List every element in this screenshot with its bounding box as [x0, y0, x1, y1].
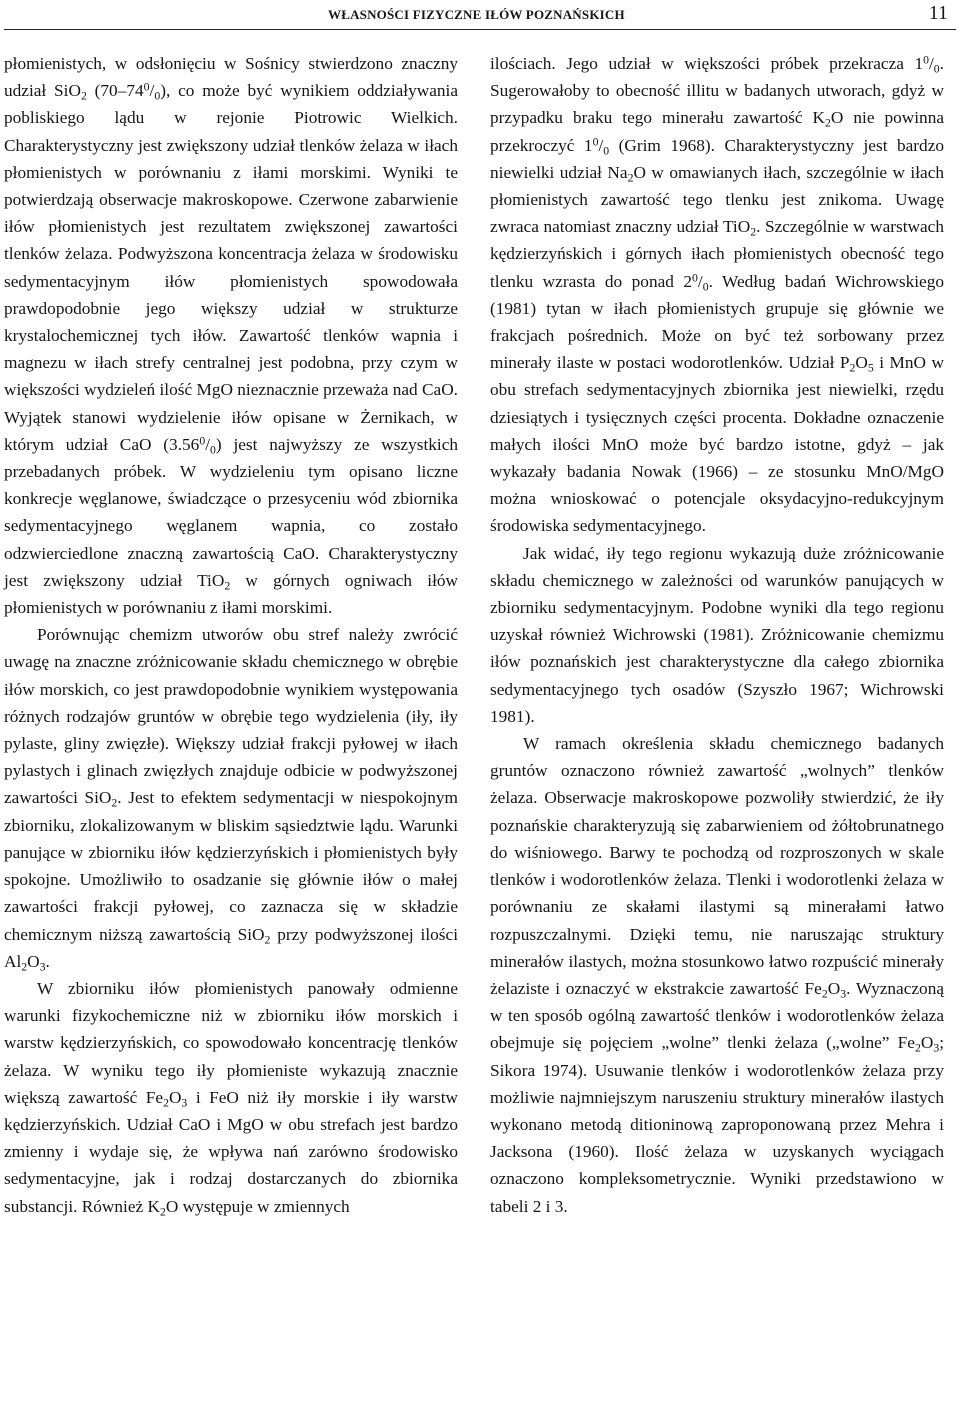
running-title: WŁASNOŚCI FIZYCZNE IŁÓW POZNAŃSKICH: [328, 7, 625, 22]
paragraph: Porównując chemizm utworów obu stref należy zwrócić uwagę na znaczne zróżnicowanie składu chemicznego w obrębie iłów morskich, co jest prawdopodobnie wynikiem występowania różnych rodzajów gruntów w obrębie tego wydzielenia (iły, iły pylaste, gliny zwięzłe). Większy udział frakcji pyłowej w iłach pylastych i glinach zwięzłych znajduje odbicie w podwyższonej zawartości SiO$_2$. Jest to efektem sedymentacji w niespokojnym zbiorniku, zlokalizowanym w bliskim sąsiedztwie lądu. Warunki panujące w zbiorniku iłów kędzierzyńskich i płomienistych były spokojne. Umożliwiło to osadzanie się głównie iłów o małej zawartości frakcji pyłowej, co zaznacza się w składzie chemicznym niższą zawartością SiO$_2$ przy podwyższonej ilości $Al_2O_3$.: [4, 625, 458, 973]
page-number: 11: [928, 2, 948, 24]
running-header: [0, 0, 960, 30]
left-column: [4, 50, 458, 1220]
right-column: [490, 50, 944, 1220]
header-rule: [4, 29, 956, 30]
paragraph: W ramach określenia składu chemicznego badanych gruntów oznaczono również zawartość „wolnych” tlenków żelaza. Obserwacje makroskopowe pozwoliły stwierdzić, że iły poznańskie charakteryzują się zabarwieniem od żółtobrunatnego do wiśniowego. Barwy te pochodzą od rozproszonych w skale tlenków i wodorotlenków żelaza. Tlenki i wodorotlenki żelaza w porównaniu ze skałami ilastymi są minerałami łatwo rozpuszczalnymi. Dzięki temu, nie naruszając struktury minerałów ilastych, można stosunkowo łatwo rozpuścić minerały żelaziste i oznaczyć w ekstrakcie zawartość $Fe_2O_3$. Wyznaczoną w ten sposób ogólną zawartość tlenków i wodorotlenków żelaza obejmuje się pojęciem „wolne” tlenki żelaza („wolne” $Fe_2O_3$; Sikora 1974). Usuwanie tlenków i wodorotlenków żelaza przy możliwie najmniejszym naruszeniu struktury minerałów ilastych wykonano metodą ditioninową zaproponowaną przez Mehra i Jacksona (1960). Ilość żelaza w uzyskanych wyciągach oznaczono kompleksometrycznie. Wyniki przedstawiono w tabeli 2 i 3.: [490, 734, 945, 1216]
paragraph: ilościach. Jego udział w większości próbek przekracza $1^0/_0$. Sugerowałoby to obecność illitu w badanych utworach, gdyż w przypadku braku tego minerału zawartość $K_2O$ nie powinna przekroczyć $1^0/_0$ (Grim 1968). Charakterystyczny jest bardzo niewielki udział $Na_2O$ w omawianych iłach, szczególnie w iłach płomienistych zawartość tego tlenku jest znikoma. Uwagę zwraca natomiast znaczny udział TiO$_2$. Szczególnie w warstwach kędzierzyńskich i górnych iłach płomienistych obecność tego tlenku wzrasta do ponad $2^0/_0$. Według badań Wichrowskiego (1981) tytan w iłach płomienistych grupuje się głównie we frakcjach pośrednich. Może on być też sorbowany przez minerały ilaste w postaci wodorotlenków. Udział $P_2O_5$ i MnO w obu strefach sedymentacyjnych zbiornika jest niewielki, rzędu dziesiątych i tysięcznych części procenta. Dokładne oznaczenie małych ilości MnO może być bardzo istotne, gdyż – jak wykazały badania Nowak (1966) – ze stosunku MnO/MgO można wnioskować o potencjale oksydacyjno-redukcyjnym środowiska sedymentacyjnego.: [490, 53, 945, 536]
paragraph: płomienistych, w odsłonięciu w Sośnicy stwierdzono znaczny udział SiO$_2$ $(70-74^0/_0)$, co może być wynikiem oddziaływania pobliskiego lądu w rejonie Piotrowic Wielkich. Charakterystyczny jest zwiększony udział tlenków żelaza w iłach płomienistych w porównaniu z iłami morskimi. Wyniki te potwierdzają obserwacje makroskopowe. Czerwone zabarwienie iłów płomienistych jest rezultatem zwiększonej zawartości tlenków żelaza. Podwyższona koncentracja żelaza w środowisku sedymentacyjnym iłów płomienistych spowodowała prawdopodobnie jego większy udział w strukturze krystalochemicznej tych iłów. Zawartość tlenków wapnia i magnezu w iłach strefy centralnej jest podobna, przy czym w większości wydzieleń ilość MgO nieznacznie przeważa nad CaO. Wyjątek stanowi wydzielenie iłów opisane w Żernikach, w którym udział CaO $(3.56^0/_0)$ jest najwyższy ze wszystkich przebadanych próbek. W wydzieleniu tym opisano liczne konkrecje węglanowe, świadczące o przesyceniu wód zbiornika sedymentacyjnego węglanem wapnia, co zostało odzwierciedlone znaczną zawartością CaO. Charakterystyczny jest zwiększony udział TiO$_2$ w górnych ogniwach iłów płomienistych w porównaniu z iłami morskimi.: [4, 54, 459, 618]
paragraph: Jak widać, iły tego regionu wykazują duże zróżnicowanie składu chemicznego w zależności od warunków panujących w zbiorniku sedymentacyjnym. Podobne wyniki dla tego regionu uzyskał również Wichrowski (1981). Zróżnicowanie chemizmu iłów poznańskich jest charakterystyczne dla całego zbiornika sedymentacyjnego tych osadów (Szyszło 1967; Wichrowski 1981).: [490, 543, 944, 726]
paragraph: W zbiorniku iłów płomienistych panowały odmienne warunki fizykochemiczne niż w zbiorniku iłów morskich i warstw kędzierzyńskich, co spowodowało koncentrację tlenków żelaza. W wyniku tego iły płomieniste wykazują znacznie większą zawartość $Fe_2O_3$ i FeO niż iły morskie i iły warstw kędzierzyńskich. Udział CaO i MgO w obu strefach jest bardzo zmienny i wydaje się, że wpływa nań zarówno środowisko sedymentacyjne, jak i rodzaj dostarczanych do zbiornika substancji. Również $K_2O$ występuje w zmiennych: [4, 978, 458, 1218]
